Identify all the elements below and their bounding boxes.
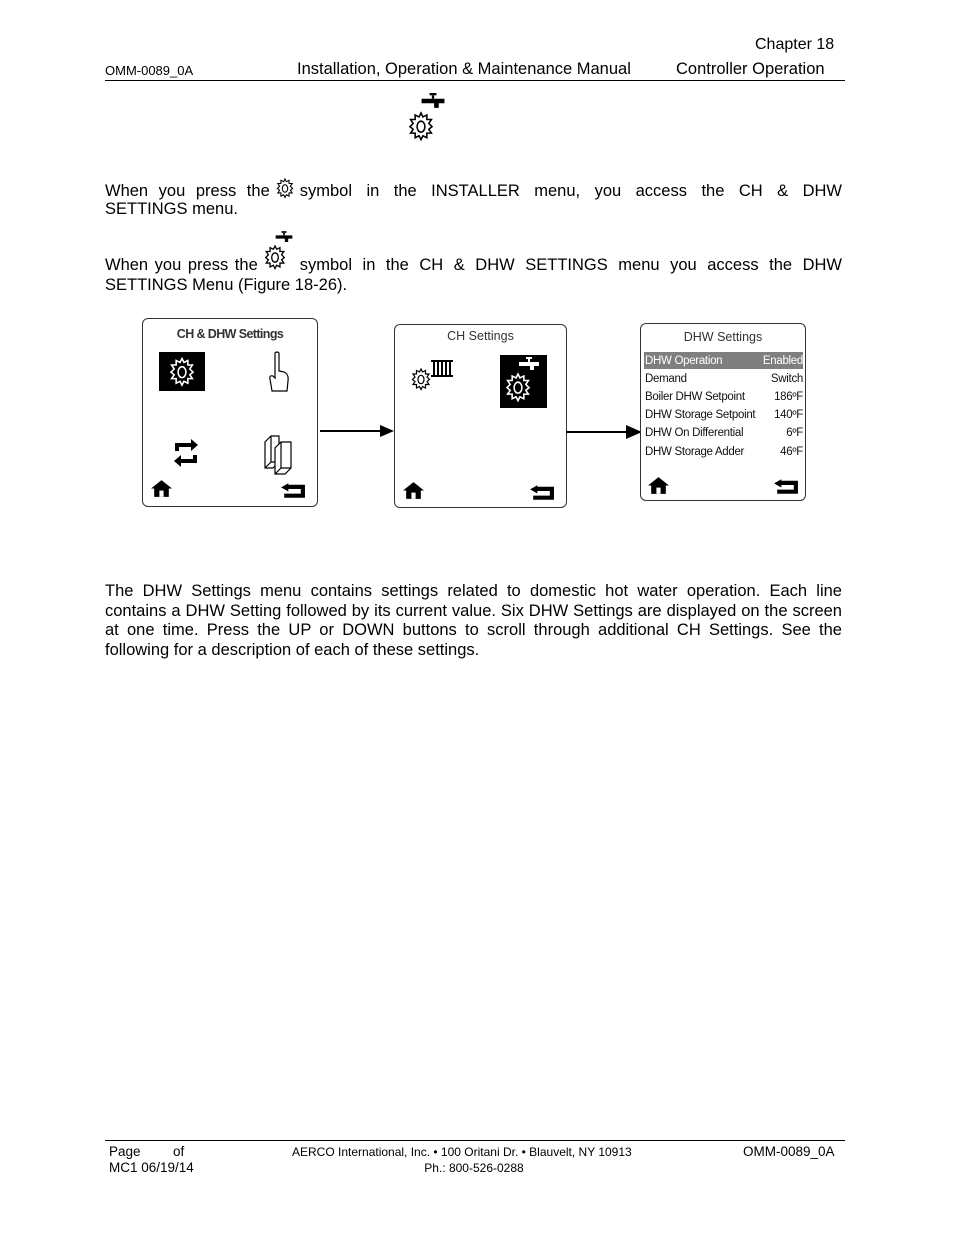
hand-pointer-icon[interactable] <box>267 351 291 395</box>
dhw-gear-tile[interactable] <box>500 355 547 408</box>
dhw-setting-row[interactable] <box>644 424 803 441</box>
p1-trail-line2: SETTINGS menu. <box>105 200 238 218</box>
gear-icon <box>159 352 205 391</box>
setting-value: Enabled <box>762 354 803 367</box>
doc-id-header: OMM-0089_0A <box>105 63 194 78</box>
p1-trail-line1: symbol in the INSTALLER menu, you access the CH & DHW <box>299 182 842 200</box>
company-phone: Ph.: 800-526-0288 <box>424 1161 524 1175</box>
setting-value: 140ºF <box>774 408 803 421</box>
screen2-title: CH Settings <box>447 329 514 343</box>
footer-rule <box>105 1140 845 1141</box>
p2-trail-line1: symbol in the CH & DHW SETTINGS menu you access the DHW <box>299 256 842 274</box>
doc-id-footer: OMM-0089_0A <box>743 1144 835 1159</box>
paragraph-ch-dhw <box>105 231 842 295</box>
dhw-setting-row[interactable] <box>644 352 803 369</box>
home-icon[interactable] <box>150 479 173 498</box>
gear-faucet-icon <box>262 231 296 275</box>
gear-icon <box>276 175 294 201</box>
setting-label: DHW On Differential <box>645 426 744 439</box>
dhw-setting-row[interactable] <box>644 388 803 405</box>
screen1-title: CH & DHW Settings <box>176 327 284 341</box>
flow-arrow-1 <box>318 423 396 439</box>
p2-lead-text: When you press the <box>105 256 258 274</box>
screen-dhw-settings <box>640 323 806 501</box>
paragraph-dhw-description: The DHW Settings menu contains settings related to domestic hot water operation. Each line contains a DHW Setting followed by its current value. Six DHW Settings are displayed on the screen at one time. Press the UP or DOWN buttons to scroll through additional CH Settings. See the following for a description of each of these settings. <box>105 582 842 660</box>
home-icon[interactable] <box>647 476 670 495</box>
home-icon[interactable] <box>402 481 425 500</box>
gear-faucet-icon <box>500 355 547 408</box>
manual-title: Installation, Operation & Maintenance Manual <box>297 60 631 78</box>
screen-ch-settings <box>394 324 567 508</box>
setting-label: DHW Storage Setpoint <box>645 408 756 421</box>
revision-label: MC1 06/19/14 <box>109 1160 194 1175</box>
section-title: Controller Operation <box>676 60 825 78</box>
page-label: Page <box>109 1144 141 1159</box>
chapter-label: Chapter 18 <box>755 36 835 53</box>
screen-ch-dhw-settings <box>142 318 318 507</box>
boiler-units-icon[interactable] <box>261 432 295 476</box>
setting-value: 46ºF <box>780 445 803 458</box>
setting-label: Demand <box>645 372 687 385</box>
back-arrow-icon[interactable] <box>772 477 799 496</box>
back-arrow-icon[interactable] <box>279 481 306 500</box>
dhw-settings-icon <box>405 93 449 149</box>
flow-arrow-2 <box>566 424 644 440</box>
p2-trail-line2: SETTINGS Menu (Figure 18-26). <box>105 276 348 294</box>
header-rule <box>105 80 845 81</box>
paragraph-installer <box>105 179 842 219</box>
dhw-setting-row[interactable] <box>644 370 803 387</box>
screen3-title: DHW Settings <box>683 330 763 344</box>
setting-label: DHW Operation <box>645 354 723 367</box>
dhw-setting-row[interactable] <box>644 406 803 423</box>
p1-lead-text: When you press the <box>105 182 270 200</box>
setting-label: Boiler DHW Setpoint <box>645 390 745 403</box>
dhw-setting-row[interactable] <box>644 443 803 460</box>
setting-value: 6ºF <box>786 426 803 439</box>
setting-label: DHW Storage Adder <box>645 445 745 458</box>
back-arrow-icon[interactable] <box>528 483 555 502</box>
company-address: AERCO International, Inc. • 100 Oritani Dr. • Blauvelt, NY 10913 <box>292 1145 632 1159</box>
setting-value: Switch <box>770 372 803 385</box>
setting-value: 186ºF <box>774 390 803 403</box>
refresh-arrows-icon[interactable] <box>171 437 201 469</box>
ch-dhw-gear-tile[interactable] <box>159 352 205 391</box>
of-label: of <box>173 1144 185 1159</box>
radiator-gear-icon[interactable] <box>411 357 459 397</box>
